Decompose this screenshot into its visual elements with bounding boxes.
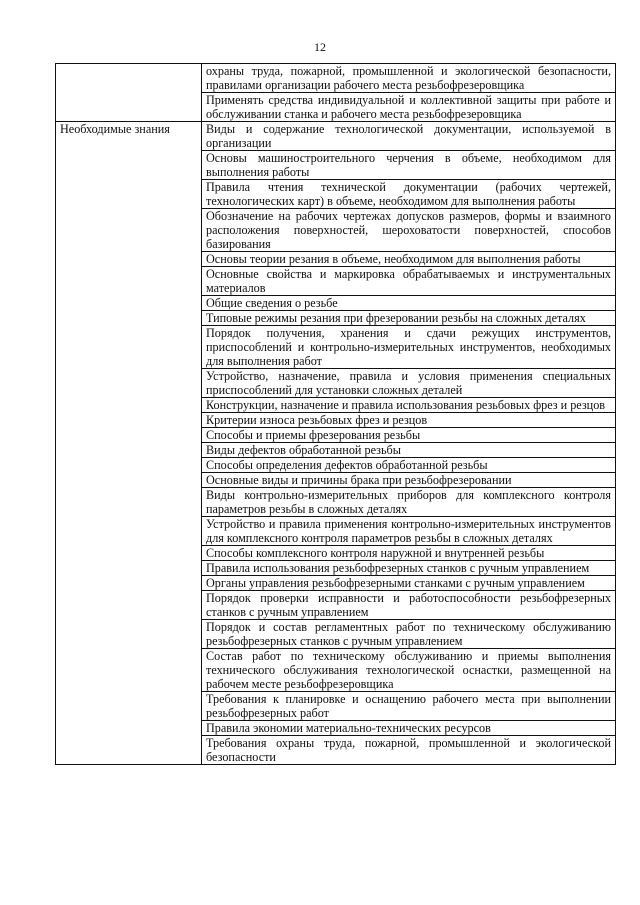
page-number: 12 bbox=[314, 40, 326, 54]
requirement-item: Виды дефектов обработанной резьбы bbox=[202, 443, 616, 458]
table-row bbox=[56, 64, 616, 93]
section-label bbox=[56, 64, 202, 122]
requirement-item: Способы определения дефектов обработанной резьбы bbox=[202, 458, 616, 473]
requirement-item: Виды и содержание технологической документации, используемой в организации bbox=[202, 122, 616, 151]
requirement-item: Правила чтения технической документации (рабочих чертежей, технологических карт) в объеме, необходимом для выполнения работы bbox=[202, 180, 616, 209]
requirement-item: Правила экономии материально-технических ресурсов bbox=[202, 721, 616, 736]
requirement-item: Требования охраны труда, пожарной, промышленной и экологической безопасности bbox=[202, 736, 616, 765]
requirement-item: Применять средства индивидуальной и коллективной защиты при работе и обслуживании станка и рабочего места резьбофрезеровщика bbox=[202, 93, 616, 122]
requirement-item: Типовые режимы резания при фрезеровании резьбы на сложных деталях bbox=[202, 311, 616, 326]
requirement-item: Общие сведения о резьбе bbox=[202, 296, 616, 311]
requirement-item: Конструкции, назначение и правила использования резьбовых фрез и резцов bbox=[202, 398, 616, 413]
requirement-item: Обозначение на рабочих чертежах допусков размеров, формы и взаимного расположения поверхностей, шероховатости поверхностей, способов базирования bbox=[202, 209, 616, 252]
requirement-item: Критерии износа резьбовых фрез и резцов bbox=[202, 413, 616, 428]
requirement-item: Виды контрольно-измерительных приборов для комплексного контроля параметров резьбы в сложных деталях bbox=[202, 488, 616, 517]
requirements-table bbox=[55, 63, 616, 765]
section-label: Необходимые знания bbox=[56, 122, 202, 765]
requirement-item: охраны труда, пожарной, промышленной и экологической безопасности, правилами организации рабочего места резьбофрезеровщика bbox=[202, 64, 616, 93]
requirement-item: Способы и приемы фрезерования резьбы bbox=[202, 428, 616, 443]
table-body bbox=[56, 64, 616, 765]
requirement-item: Основы теории резания в объеме, необходимом для выполнения работы bbox=[202, 252, 616, 267]
requirement-item: Порядок проверки исправности и работоспособности резьбофрезерных станков с ручным управлением bbox=[202, 591, 616, 620]
requirement-item: Основные свойства и маркировка обрабатываемых и инструментальных материалов bbox=[202, 267, 616, 296]
requirement-item: Требования к планировке и оснащению рабочего места при выполнении резьбофрезерных работ bbox=[202, 692, 616, 721]
requirement-item: Порядок получения, хранения и сдачи режущих инструментов, приспособлений и контрольно-измерительных инструментов, необходимых для выполнения работ bbox=[202, 326, 616, 369]
requirement-item: Основы машиностроительного черчения в объеме, необходимом для выполнения работы bbox=[202, 151, 616, 180]
requirement-item: Основные виды и причины брака при резьбофрезеровании bbox=[202, 473, 616, 488]
requirement-item: Устройство и правила применения контрольно-измерительных инструментов для комплексного контроля параметров резьбы в сложных деталях bbox=[202, 517, 616, 546]
requirement-item: Устройство, назначение, правила и условия применения специальных приспособлений для установки сложных деталей bbox=[202, 369, 616, 398]
requirement-item: Порядок и состав регламентных работ по техническому обслуживанию резьбофрезерных станков с ручным управлением bbox=[202, 620, 616, 649]
requirement-item: Органы управления резьбофрезерными станками с ручным управлением bbox=[202, 576, 616, 591]
requirement-item: Способы комплексного контроля наружной и внутренней резьбы bbox=[202, 546, 616, 561]
requirement-item: Правила использования резьбофрезерных станков с ручным управлением bbox=[202, 561, 616, 576]
requirement-item: Состав работ по техническому обслуживанию и приемы выполнения технического обслуживания технологической оснастки, размещенной на рабочем месте резьбофрезеровщика bbox=[202, 649, 616, 692]
table-row bbox=[56, 122, 616, 151]
